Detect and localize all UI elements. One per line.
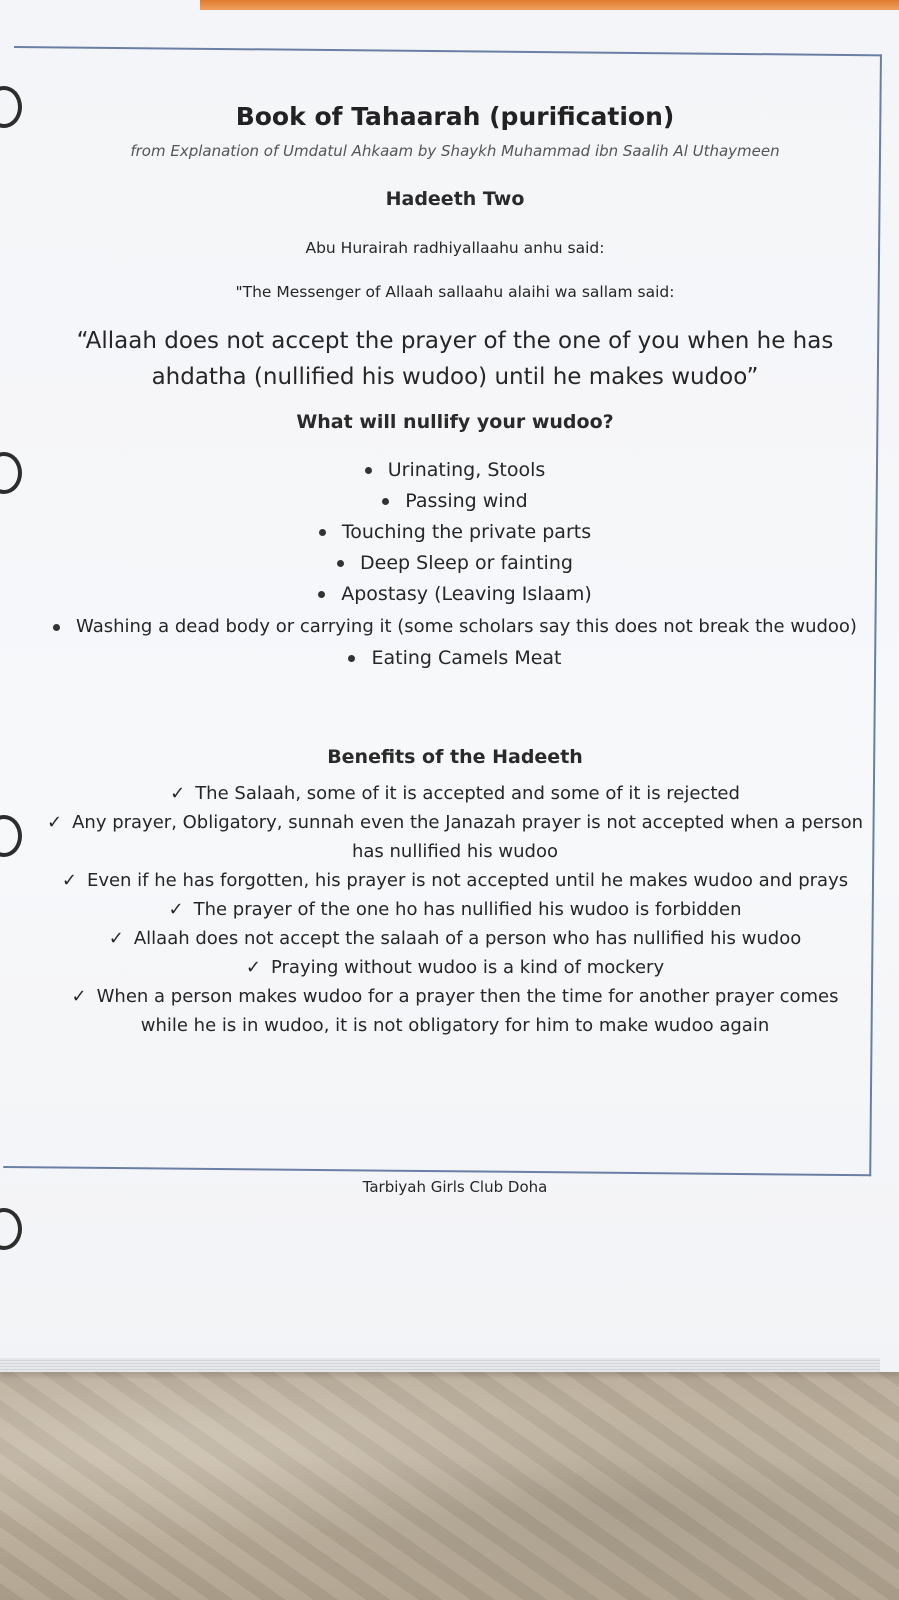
list-item: ✓ When a person makes wudoo for a prayer then the time for another prayer comes while he is in wudoo, it is not obligatory for him to make wudoo again (71, 986, 839, 1036)
list-item: ✓ The prayer of the one ho has nullified his wudoo is forbidden (168, 899, 742, 920)
check-icon: ✓ (71, 986, 87, 1007)
nullify-heading: What will nullify your wudoo? (296, 411, 614, 433)
messenger-line: "The Messenger of Allaah sallaahu alaihi wa sallam said: (235, 283, 675, 301)
list-item: ✓ Even if he has forgotten, his prayer is not accepted until he makes wudoo and prays (61, 870, 849, 891)
fabric-background (0, 1362, 899, 1600)
list-item: ✓ Allaah does not accept the salaah of a person who has nullified his wudoo (108, 928, 802, 949)
bullet-icon (348, 655, 355, 662)
list-item: Deep Sleep or fainting (40, 548, 870, 579)
check-icon: ✓ (245, 957, 261, 978)
list-item: ✓ Praying without wudoo is a kind of mockery (245, 957, 665, 978)
orange-divider-strip (200, 0, 899, 10)
bullet-icon (53, 624, 60, 631)
footer-text: Tarbiyah Girls Club Doha (362, 1178, 548, 1196)
bullet-icon (365, 467, 372, 474)
list-item: Apostasy (Leaving Islaam) (40, 579, 870, 610)
check-icon: ✓ (47, 812, 63, 833)
binder-ring-icon (0, 1208, 22, 1250)
bullet-icon (337, 560, 344, 567)
list-item: ✓ The Salaah, some of it is accepted and some of it is rejected (170, 783, 740, 804)
bullet-icon (382, 498, 389, 505)
list-item: Touching the private parts (40, 517, 870, 548)
check-icon: ✓ (170, 783, 186, 804)
stacked-pages-edge (0, 1358, 880, 1372)
hadeeth-heading: Hadeeth Two (385, 188, 525, 210)
list-item: Passing wind (40, 486, 870, 517)
list-item: Urinating, Stools (40, 455, 870, 486)
benefits-heading: Benefits of the Hadeeth (327, 746, 583, 768)
check-icon: ✓ (61, 870, 77, 891)
bullet-icon (318, 591, 325, 598)
benefits-list (40, 779, 870, 1040)
nullifiers-list (40, 455, 870, 674)
list-item: Eating Camels Meat (40, 643, 870, 674)
page-title: Book of Tahaarah (purification) (235, 102, 675, 131)
check-icon: ✓ (108, 928, 124, 949)
bullet-icon (319, 529, 326, 536)
check-icon: ✓ (168, 899, 184, 920)
list-item: ✓ Any prayer, Obligatory, sunnah even the Janazah prayer is not accepted when a person has nullified his wudoo (47, 812, 863, 862)
narrator-line: Abu Hurairah radhiyallaahu anhu said: (305, 239, 605, 257)
list-item: Washing a dead body or carrying it (some scholars say this does not break the wudoo) (40, 610, 870, 643)
page-subtitle: from Explanation of Umdatul Ahkaam by Shaykh Muhammad ibn Saalih Al Uthaymeen (130, 142, 780, 160)
hadeeth-quote: “Allaah does not accept the prayer of the one of you when he has ahdatha (nullified his wudoo) until he makes wudoo” (76, 328, 834, 390)
